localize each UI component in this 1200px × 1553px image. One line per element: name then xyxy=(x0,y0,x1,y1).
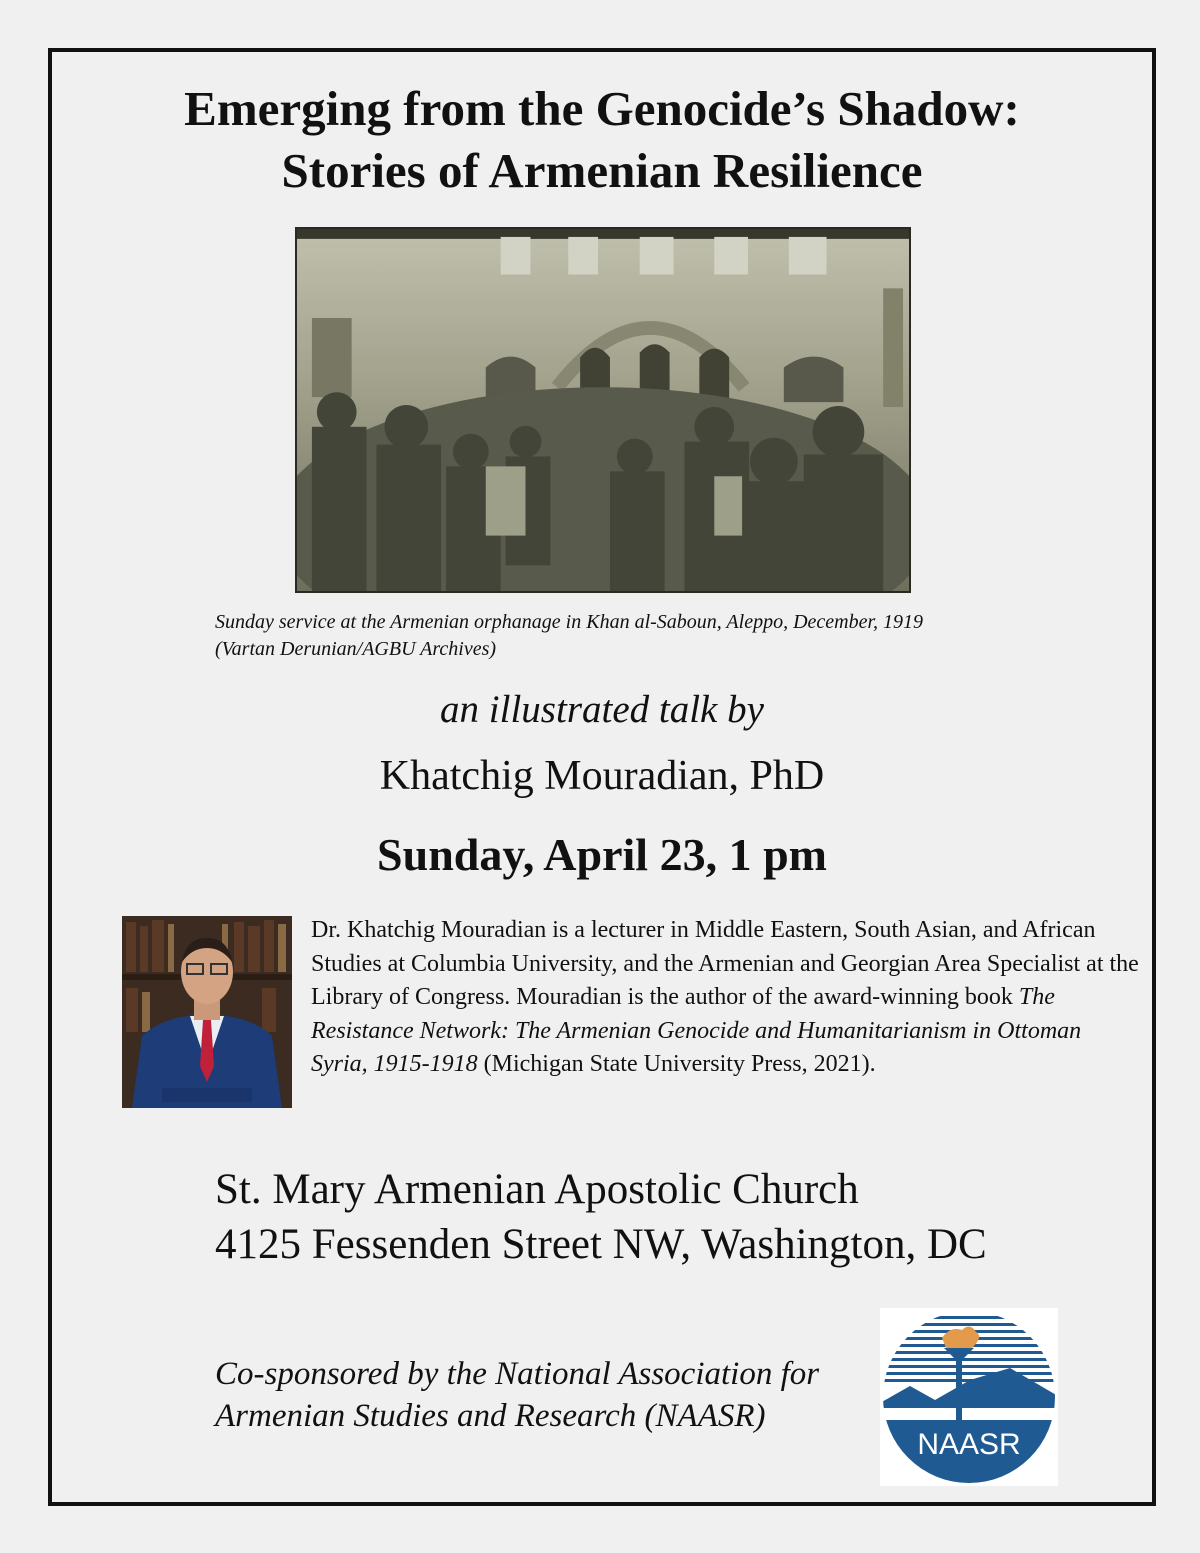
event-venue xyxy=(215,1162,987,1272)
poster-frame xyxy=(48,48,1156,1506)
venue-name: St. Mary Armenian Apostolic Church xyxy=(215,1166,859,1213)
torch-handle xyxy=(956,1360,962,1420)
speaker-name: Khatchig Mouradian, PhD xyxy=(379,753,825,799)
caption-line-1: Sunday service at the Armenian orphanage in Khan al-Saboun, Aleppo, December, 1919 xyxy=(215,611,924,633)
talk-intro: an illustrated talk by xyxy=(440,688,764,731)
naasr-logo-text: NAASR xyxy=(917,1428,1021,1461)
title-line-2: Stories of Armenian Resilience xyxy=(281,143,923,198)
venue-address: 4125 Fessenden Street NW, Washington, DC xyxy=(215,1221,987,1268)
sponsor-line-2: Armenian Studies and Research (NAASR) xyxy=(215,1398,766,1434)
speaker-portrait xyxy=(122,916,292,1108)
bio-text-start: Dr. Khatchig Mouradian is a lecturer in Middle Eastern, South Asian, and African Studies at Columbia University, and the Armenian and Georgian Area Specialist at the Library of Congress. Mouradian is the author of the award-winning book xyxy=(311,917,1139,1011)
photo-caption xyxy=(215,609,1095,663)
sponsor-line-1: Co-sponsored by the National Association for xyxy=(215,1356,820,1392)
poster-title xyxy=(52,78,1152,202)
bio-book-title: The Resistance Network: The Armenian Genocide and Humanitarianism in Ottoman Syria, 1915-1918 xyxy=(311,984,1082,1078)
orphanage-photo xyxy=(295,227,911,593)
cosponsor-note xyxy=(215,1353,819,1437)
title-line-1: Emerging from the Genocide’s Shadow: xyxy=(184,81,1020,136)
event-date: Sunday, April 23, 1 pm xyxy=(377,829,827,880)
bio-text-end: (Michigan State University Press, 2021). xyxy=(477,1051,876,1078)
naasr-logo xyxy=(880,1308,1058,1486)
speaker-bio xyxy=(311,914,1141,1082)
caption-line-2: (Vartan Derunian/AGBU Archives) xyxy=(215,638,497,660)
